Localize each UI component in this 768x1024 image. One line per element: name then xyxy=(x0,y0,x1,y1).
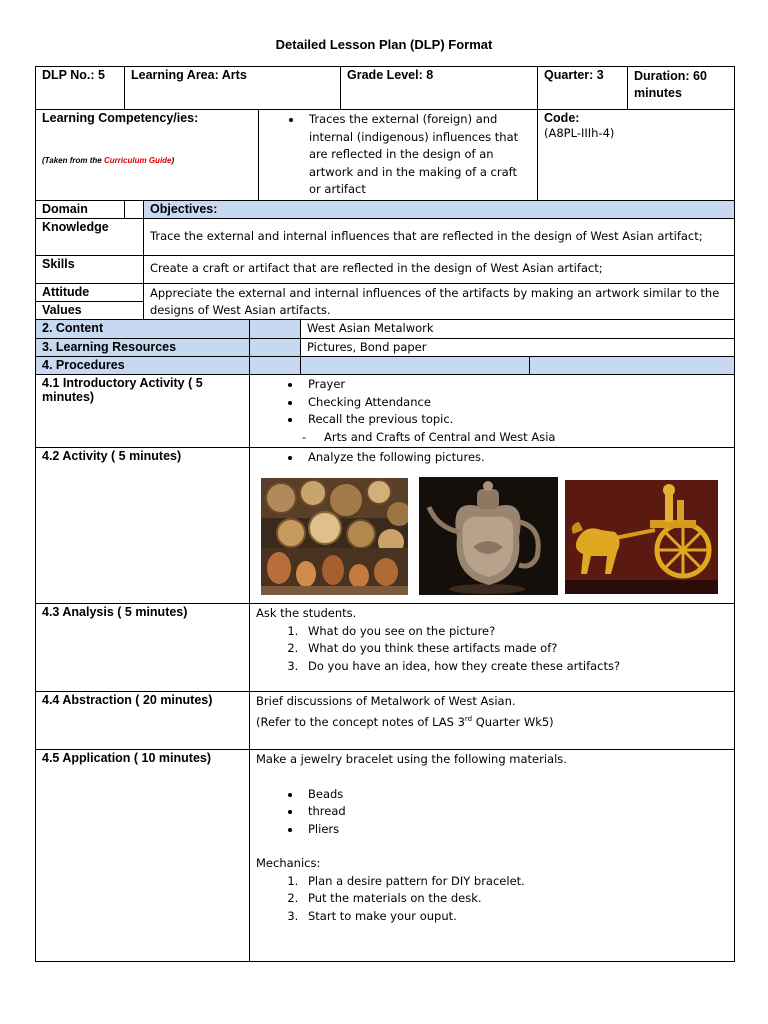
material-item: • Beads xyxy=(302,786,728,804)
intro-label: 4.1 Introductory Activity ( 5 minutes) xyxy=(36,375,250,448)
procedures-label: 4. Procedures xyxy=(36,357,250,375)
analysis-intro: Ask the students. xyxy=(256,606,357,620)
intro-content xyxy=(250,375,735,448)
mechanics-label: Mechanics: xyxy=(256,856,321,870)
note-prefix: (Taken from the xyxy=(42,156,104,165)
knowledge-text: Trace the external and internal influences that are reflected in the design of West Asian artifact; xyxy=(144,218,735,255)
resources-value: Pictures, Bond paper xyxy=(301,339,735,357)
mechanics-step: 2. Put the materials on the desk. xyxy=(302,890,728,908)
material-item: • thread xyxy=(302,803,728,821)
objectives-label: Objectives: xyxy=(144,200,735,218)
activity-label: 4.2 Activity ( 5 minutes) xyxy=(36,448,250,604)
curriculum-guide-text: Curriculum Guide xyxy=(103,156,172,165)
grade-level: Grade Level: 8 xyxy=(341,67,538,110)
competency-text: • Traces the external (foreign) and internal (indigenous) influences that are reflected in the design of an artwork and in the making of a craft or artifact xyxy=(303,111,529,199)
golden-chariot-photo xyxy=(565,480,718,594)
lesson-header-table xyxy=(35,66,735,284)
analysis-question: 2. What do you think these artifacts made of? xyxy=(302,640,728,658)
intro-list xyxy=(256,376,728,429)
activity-item: • Analyze the following pictures. xyxy=(302,449,728,467)
application-content xyxy=(250,750,735,962)
intro-item: • Recall the previous topic. xyxy=(302,411,728,429)
materials-list xyxy=(256,786,728,839)
curriculum-note xyxy=(42,156,174,165)
attitude-text: Appreciate the external and internal influences of the artifacts by making an artwork similar to the designs of West Asian artifacts. xyxy=(144,284,735,320)
skills-text: Create a craft or artifact that are reflected in the design of West Asian artifact; xyxy=(144,255,735,283)
skills-label: Skills xyxy=(36,255,144,283)
competency-text-cell xyxy=(259,110,538,201)
application-label: 4.5 Application ( 10 minutes) xyxy=(36,750,250,962)
mechanics-step: 1. Plan a desire pattern for DIY bracelet. xyxy=(302,873,728,891)
code-cell xyxy=(538,110,735,201)
abstraction-label: 4.4 Abstraction ( 20 minutes) xyxy=(36,692,250,750)
abstraction-content xyxy=(250,692,735,750)
code-label: Code: xyxy=(544,111,580,125)
analysis-questions xyxy=(256,623,728,676)
intro-subitem: - Arts and Crafts of Central and West Asia xyxy=(302,429,556,444)
abstraction-line2-sup: rd xyxy=(464,714,473,723)
note-suffix: ) xyxy=(171,156,175,165)
application-intro: Make a jewelry bracelet using the following materials. xyxy=(256,752,567,766)
abstraction-line1: Brief discussions of Metalwork of West Asian. xyxy=(256,694,516,708)
material-item: • Pliers xyxy=(302,821,728,839)
dlp-number: DLP No.: 5 xyxy=(36,67,125,110)
intro-subitem-text: Arts and Crafts of Central and West Asia xyxy=(324,429,556,444)
analysis-question: 3. Do you have an idea, how they create these artifacts? xyxy=(302,658,728,676)
knowledge-label: Knowledge xyxy=(36,218,144,255)
learning-area: Learning Area: Arts xyxy=(125,67,341,110)
competency-label-cell xyxy=(36,110,259,201)
attitude-label: Attitude xyxy=(36,284,144,302)
silver-teapot-photo xyxy=(419,477,558,595)
abstraction-line2 xyxy=(256,711,728,731)
quarter: Quarter: 3 xyxy=(538,67,628,110)
mechanics-steps xyxy=(256,873,728,926)
intro-item: • Prayer xyxy=(302,376,728,394)
abstraction-line2-post: Quarter Wk5) xyxy=(472,714,554,729)
resources-label: 3. Learning Resources xyxy=(36,339,250,357)
document-title: Detailed Lesson Plan (DLP) Format xyxy=(275,37,493,52)
competency-label: Learning Competency/ies: xyxy=(42,111,199,125)
duration: Duration: 60 minutes xyxy=(628,67,735,110)
values-label: Values xyxy=(36,302,144,320)
lesson-procedure-table xyxy=(35,283,735,962)
metalwork-market-photo xyxy=(261,478,408,595)
domain-label: Domain xyxy=(36,200,125,218)
intro-item: • Checking Attendance xyxy=(302,394,728,412)
analysis-label: 4.3 Analysis ( 5 minutes) xyxy=(36,604,250,692)
analysis-content xyxy=(250,604,735,692)
content-value: West Asian Metalwork xyxy=(301,320,735,339)
content-label: 2. Content xyxy=(36,320,250,339)
analysis-question: 1. What do you see on the picture? xyxy=(302,623,728,641)
mechanics-step: 3. Start to make your ouput. xyxy=(302,908,728,926)
abstraction-line2-pre: (Refer to the concept notes of LAS 3 xyxy=(256,714,465,729)
code-value: (A8PL-IIIh-4) xyxy=(544,126,615,140)
